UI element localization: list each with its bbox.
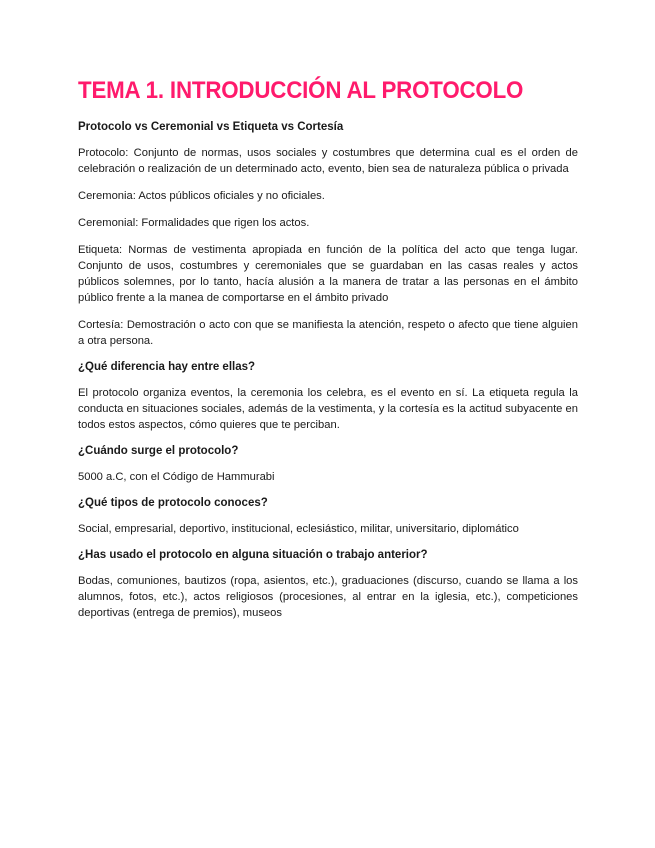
definition-ceremonia: Ceremonia: Actos públicos oficiales y no oficiales. <box>78 190 325 202</box>
definition-etiqueta: Etiqueta: Normas de vestimenta apropiada en función de la política del acto que tenga lugar. Conjunto de usos, costumbres y ceremoniales que se guardaban en las casas reales y actos públicos solemnes, por lo tanto, hacía alusión a la manera de tratar a las personas en el ámbito público frente a la manea de comportarse en el ámbito privado <box>78 244 578 304</box>
section-heading: Protocolo vs Ceremonial vs Etiqueta vs Cortesía <box>78 121 344 133</box>
document-page <box>78 76 578 632</box>
question-heading: ¿Qué tipos de protocolo conoces? <box>78 497 268 509</box>
answer-paragraph: El protocolo organiza eventos, la ceremonia los celebra, es el evento en sí. La etiqueta regula la conducta en situaciones sociales, además de la vestimenta, y la cortesía es la actitud subyacente en todos estos aspectos, cómo quieres que te perciban. <box>78 387 578 431</box>
answer-paragraph: 5000 a.C, con el Código de Hammurabi <box>78 471 275 483</box>
answer-paragraph: Bodas, comuniones, bautizos (ropa, asientos, etc.), graduaciones (discurso, cuando se llama a los alumnos, fotos, etc.), actos religiosos (procesiones, al entrar en la iglesia, etc.), competiciones deportivas (entrega de premios), museos <box>78 575 578 619</box>
question-heading: ¿Qué diferencia hay entre ellas? <box>78 361 256 373</box>
question-heading: ¿Has usado el protocolo en alguna situación o trabajo anterior? <box>78 549 428 561</box>
question-heading: ¿Cuándo surge el protocolo? <box>78 445 239 457</box>
answer-paragraph: Social, empresarial, deportivo, institucional, eclesiástico, militar, universitario, diplomático <box>78 523 519 535</box>
definition-cortesia: Cortesía: Demostración o acto con que se manifiesta la atención, respeto o afecto que tiene alguien a otra persona. <box>78 319 578 347</box>
definition-protocolo: Protocolo: Conjunto de normas, usos sociales y costumbres que determina cual es el orden de celebración o realización de un determinado acto, evento, bien sea de naturaleza pública o privada <box>78 147 578 175</box>
page-title: TEMA 1. INTRODUCCIÓN AL PROTOCOLO <box>78 77 524 104</box>
definition-ceremonial: Ceremonial: Formalidades que rigen los actos. <box>78 217 310 229</box>
